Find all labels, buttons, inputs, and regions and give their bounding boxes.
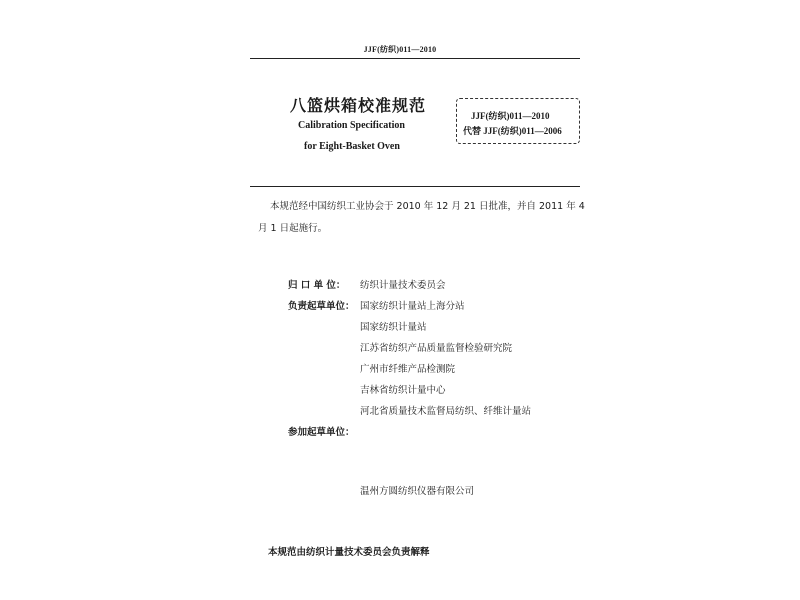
interpretation-note: 本规范由纺织计量技术委员会负责解释 (268, 547, 430, 558)
drafting-unit-item: 江苏省纺织产品质量监督检验研究院 (360, 343, 513, 354)
body-divider (250, 186, 580, 187)
standard-code-replaces: 代替 JJF(纺织)011—2006 (463, 126, 562, 136)
drafting-unit-label: 负责起草单位： (288, 301, 355, 312)
drafting-unit-item: 国家纺织计量站 (360, 322, 427, 333)
participating-unit-label: 参加起草单位： (288, 427, 355, 438)
approval-statement: 本规范经中国纺织工业协会于 2010 年 12 月 21 日批准，并自 2011 年 4 月 1 日起施行。 (258, 201, 585, 234)
header-standard-code: JJF(纺织)011—2010 (363, 45, 437, 54)
standard-code-box (456, 98, 580, 144)
title-chinese: 八篮烘箱校准规范 (290, 96, 427, 115)
responsible-unit-value: 纺织计量技术委员会 (360, 280, 446, 291)
drafting-unit-item: 吉林省纺织计量中心 (360, 385, 446, 396)
title-english-line2: for Eight-Basket Oven (304, 141, 400, 152)
drafting-unit-item: 广州市纤维产品检测院 (360, 364, 456, 375)
header-divider (250, 58, 580, 59)
drafting-unit-item: 河北省质量技术监督局纺织、纤维计量站 (360, 406, 532, 417)
drafting-unit-item: 国家纺织计量站上海分站 (360, 301, 465, 312)
standard-code-current: JJF(纺织)011—2010 (471, 111, 550, 121)
participating-unit-item: 温州方圆纺织仪器有限公司 (360, 486, 475, 497)
responsible-unit-label: 归 口 单 位： (288, 280, 346, 291)
title-english-line1: Calibration Specification (298, 120, 405, 131)
